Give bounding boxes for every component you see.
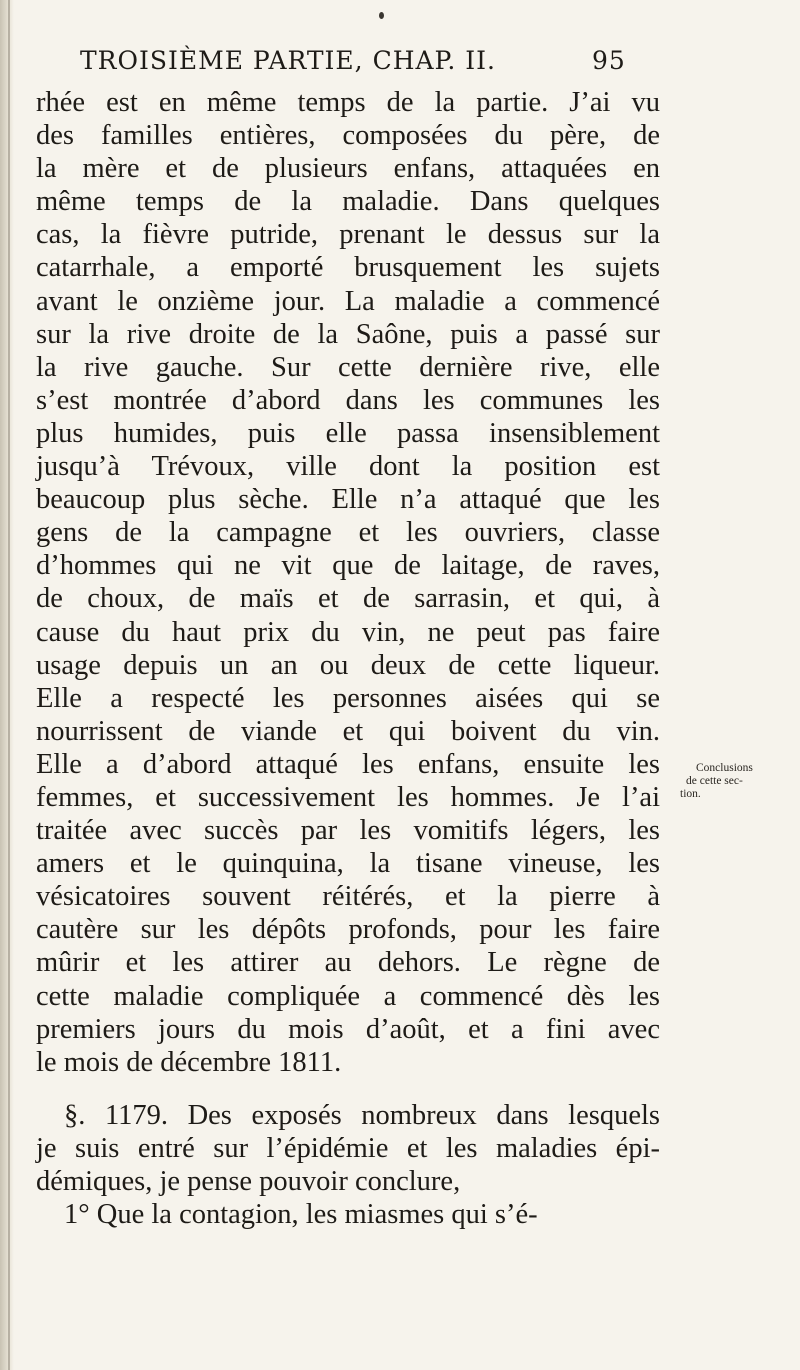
section-heading-line: §. 1179. Des exposés nombreux dans lesquels (64, 1099, 660, 1131)
margin-note (680, 762, 790, 801)
text-line: 1° Que la contagion, les miasmes qui s’é- (64, 1199, 538, 1231)
text-line: cas, la fièvre putride, prenant le dessus sur la (36, 219, 660, 251)
text-line: cause du haut prix du vin, ne peut pas faire (36, 616, 660, 648)
text-line: démiques, je pense pouvoir conclure, (36, 1166, 461, 1197)
text-line: cautère sur les dépôts profonds, pour les faire (36, 914, 660, 946)
running-head (80, 46, 626, 86)
text-line: Elle a respecté les personnes aisées qui se (36, 682, 660, 714)
text-line: premiers jours du mois d’août, et a fini avec (36, 1013, 660, 1045)
ink-spot (379, 12, 384, 19)
text-line: la mère et de plusieurs enfans, attaquées en (36, 153, 660, 185)
text-line: usage depuis un an ou deux de cette liqueur. (36, 649, 660, 681)
text-line: beaucoup plus sèche. Elle n’a attaqué que les (36, 484, 660, 516)
binding-gutter (0, 0, 14, 1370)
text-line: sur la rive droite de la Saône, puis a passé sur (36, 318, 660, 350)
text-line: jusqu’à Trévoux, ville dont la position est (36, 451, 660, 483)
text-line: Elle a d’abord attaqué les enfans, ensuite les (36, 748, 660, 780)
text-line: vésicatoires souvent réitérés, et la pierre à (36, 881, 660, 913)
text-line: même temps de la maladie. Dans quelques (36, 186, 660, 218)
binding-edge (8, 0, 10, 1370)
text-line: nourrissent de viande et qui boivent du vin. (36, 715, 660, 747)
text-line: amers et le quinquina, la tisane vineuse, les (36, 848, 660, 880)
margin-note-line: de cette sec- (686, 775, 743, 787)
text-line: s’est montrée d’abord dans les communes les (36, 384, 660, 416)
text-line: femmes, et successivement les hommes. Je l’ai (36, 781, 660, 813)
text-line: de choux, de maïs et de sarrasin, et qui, à (36, 583, 660, 615)
text-line: traitée avec succès par les vomitifs légers, les (36, 815, 660, 847)
text-line: le mois de décembre 1811. (36, 1046, 342, 1078)
text-line: des familles entières, composées du père, de (36, 120, 660, 152)
text-line: la rive gauche. Sur cette dernière rive, elle (36, 351, 660, 383)
margin-note-line: Conclusions (696, 762, 753, 774)
text-line: mûrir et les attirer au dehors. Le règne de (36, 947, 660, 979)
text-line: plus humides, puis elle passa insensiblement (36, 417, 660, 449)
margin-note-line: tion. (680, 788, 701, 800)
running-head-title: TROISIÈME PARTIE, CHAP. II. (80, 46, 496, 75)
text-line: rhée est en même temps de la partie. J’ai vu (36, 87, 660, 118)
text-line: gens de la campagne et les ouvriers, classe (36, 517, 660, 549)
text-line: je suis entré sur l’épidémie et les maladies épi- (36, 1132, 660, 1164)
text-line: cette maladie compliquée a commencé dès les (36, 980, 660, 1012)
page-number: 95 (592, 46, 626, 75)
text-line: catarrhale, a emporté brusquement les sujets (36, 252, 660, 284)
text-line: avant le onzième jour. La maladie a commencé (36, 285, 660, 317)
body-text (36, 86, 660, 1231)
text-line: d’hommes qui ne vit que de laitage, de raves, (36, 550, 660, 582)
